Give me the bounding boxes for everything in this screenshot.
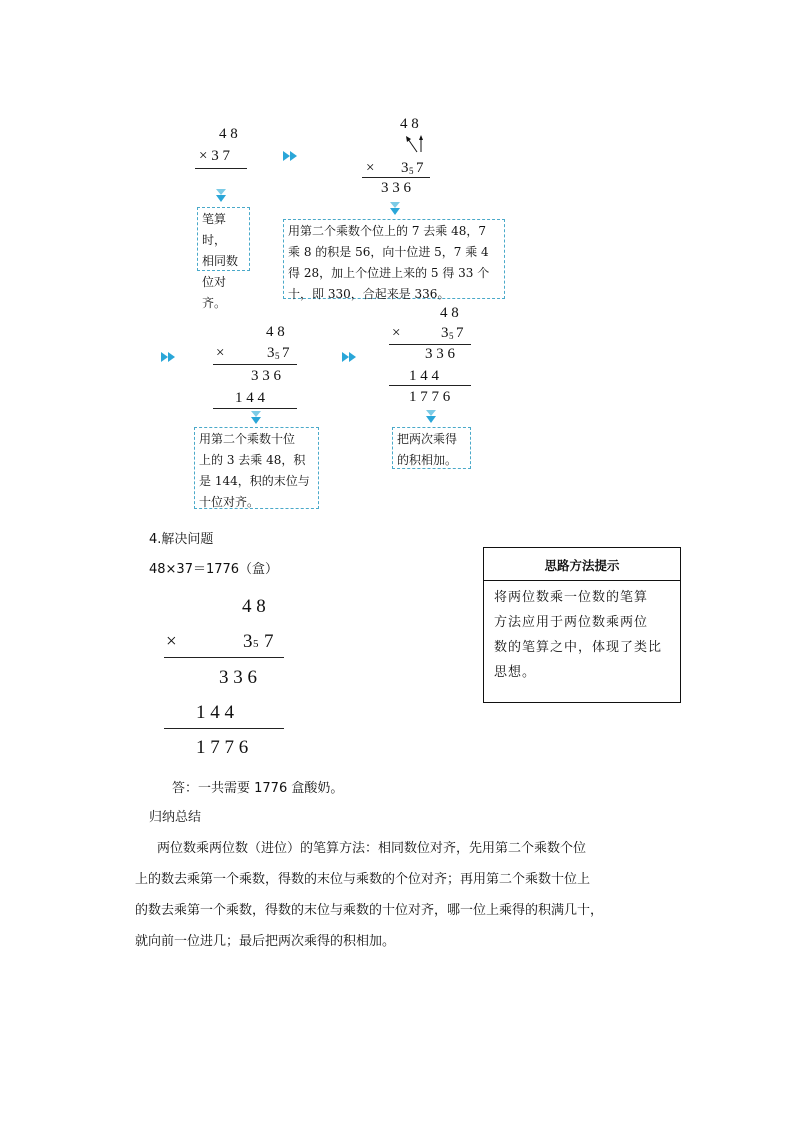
right-arrow-icon — [342, 352, 358, 362]
note-4 — [392, 427, 471, 469]
partial-result-1: 3 3 6 — [251, 368, 281, 384]
summary-line: 上的数去乘第一个乘数，得数的末位与乘数的个位对齐；再用第二个乘数十位上 — [135, 872, 591, 887]
hint-line: 数的笔算之中，体现了类比 — [494, 640, 663, 655]
multiplicand: 4 8 — [266, 324, 285, 340]
multiplier-tens: 3 — [401, 160, 409, 176]
multiplier-tens: 3 — [267, 345, 275, 361]
note-line: 把两次乘得 — [397, 432, 458, 446]
multiply-sign: × — [366, 160, 375, 176]
section-heading: 4.解决问题 — [149, 532, 214, 547]
note-line: 相同数 — [202, 254, 239, 268]
carry-arrow-icon — [403, 134, 427, 154]
final-sum: 1 7 7 6 — [196, 737, 249, 758]
multiplier: × 3 7 — [199, 148, 230, 164]
summary-heading: 归纳总结 — [149, 810, 202, 825]
partial-result-1: 3 3 6 — [425, 346, 455, 362]
note-line: 用第二个乘数个位上的 7 去乘 48，7 — [288, 224, 486, 238]
multiply-sign: × — [166, 631, 177, 652]
note-line: 笔算时， — [202, 212, 227, 247]
summary-text — [135, 833, 690, 957]
note-line: 的积相加。 — [397, 453, 458, 467]
right-arrow-icon — [283, 151, 299, 161]
note-line: 用第二个乘数十位 — [199, 432, 296, 446]
partial-result-2: 1 4 4 — [409, 368, 439, 384]
note-line: 十，即 330，合起来是 336。 — [288, 287, 450, 301]
multiplier-tens: 3 — [441, 325, 449, 341]
hint-line: 方法应用于两位数乘两位 — [494, 615, 649, 630]
multiplicand: 4 8 — [400, 116, 419, 132]
hint-line: 将两位数乘一位数的笔算 — [494, 590, 649, 605]
hint-box — [483, 547, 681, 703]
down-arrow-icon — [216, 189, 226, 203]
final-sum: 1 7 7 6 — [409, 389, 451, 405]
summary-line: 两位数乘两位数（进位）的笔算方法：相同数位对齐，先用第二个乘数个位 — [157, 841, 587, 856]
note-1 — [197, 207, 250, 310]
note-line: 上的 3 去乘 48，积 — [199, 453, 306, 467]
carry-digit: 5 — [275, 351, 280, 361]
hint-title: 思路方法提示 — [484, 548, 680, 581]
equation: 48×37＝1776（盒） — [149, 562, 279, 577]
multiplicand: 4 8 — [242, 596, 266, 617]
multiplier-ones: 7 — [456, 325, 464, 341]
partial-result-1: 3 3 6 — [219, 667, 257, 688]
multiply-sign: × — [392, 325, 401, 341]
summary-line: 的数去乘第一个乘数，得数的末位与乘数的十位对齐，哪一位上乘得的积满几十， — [135, 903, 604, 918]
note-2 — [283, 219, 505, 299]
note-line: 位对齐。 — [202, 275, 227, 310]
summary-line: 就向前一位进几；最后把两次乘得的积相加。 — [135, 934, 396, 949]
multiplier-ones: 7 — [264, 631, 274, 652]
multiplier-ones: 7 — [416, 160, 424, 176]
answer: 答：一共需要 1776 盒酸奶。 — [172, 781, 344, 796]
partial-result: 3 3 6 — [381, 180, 411, 196]
multiplier-ones: 7 — [282, 345, 290, 361]
hint-line: 思想。 — [494, 665, 537, 680]
multiplicand: 4 8 — [219, 126, 238, 142]
partial-result-2: 1 4 4 — [235, 390, 265, 406]
carry-digit: 5 — [409, 166, 414, 176]
carry-digit: 5 — [253, 638, 259, 650]
multiply-sign: × — [216, 345, 225, 361]
right-arrow-icon — [161, 352, 177, 362]
note-line: 得 28，加上个位进上来的 5 得 33 个 — [288, 266, 490, 280]
down-arrow-icon — [426, 410, 436, 424]
down-arrow-icon — [390, 202, 400, 216]
multiplier-tens: 3 — [243, 631, 253, 652]
note-line: 乘 8 的积是 56，向十位进 5，7 乘 4 — [288, 245, 489, 259]
note-line: 十位对齐。 — [199, 495, 260, 509]
down-arrow-icon — [251, 411, 261, 425]
note-line: 是 144，积的末位与 — [199, 474, 310, 488]
multiplicand: 4 8 — [440, 305, 459, 321]
partial-result-2: 1 4 4 — [196, 702, 234, 723]
carry-digit: 5 — [449, 331, 454, 341]
note-3 — [194, 427, 319, 509]
